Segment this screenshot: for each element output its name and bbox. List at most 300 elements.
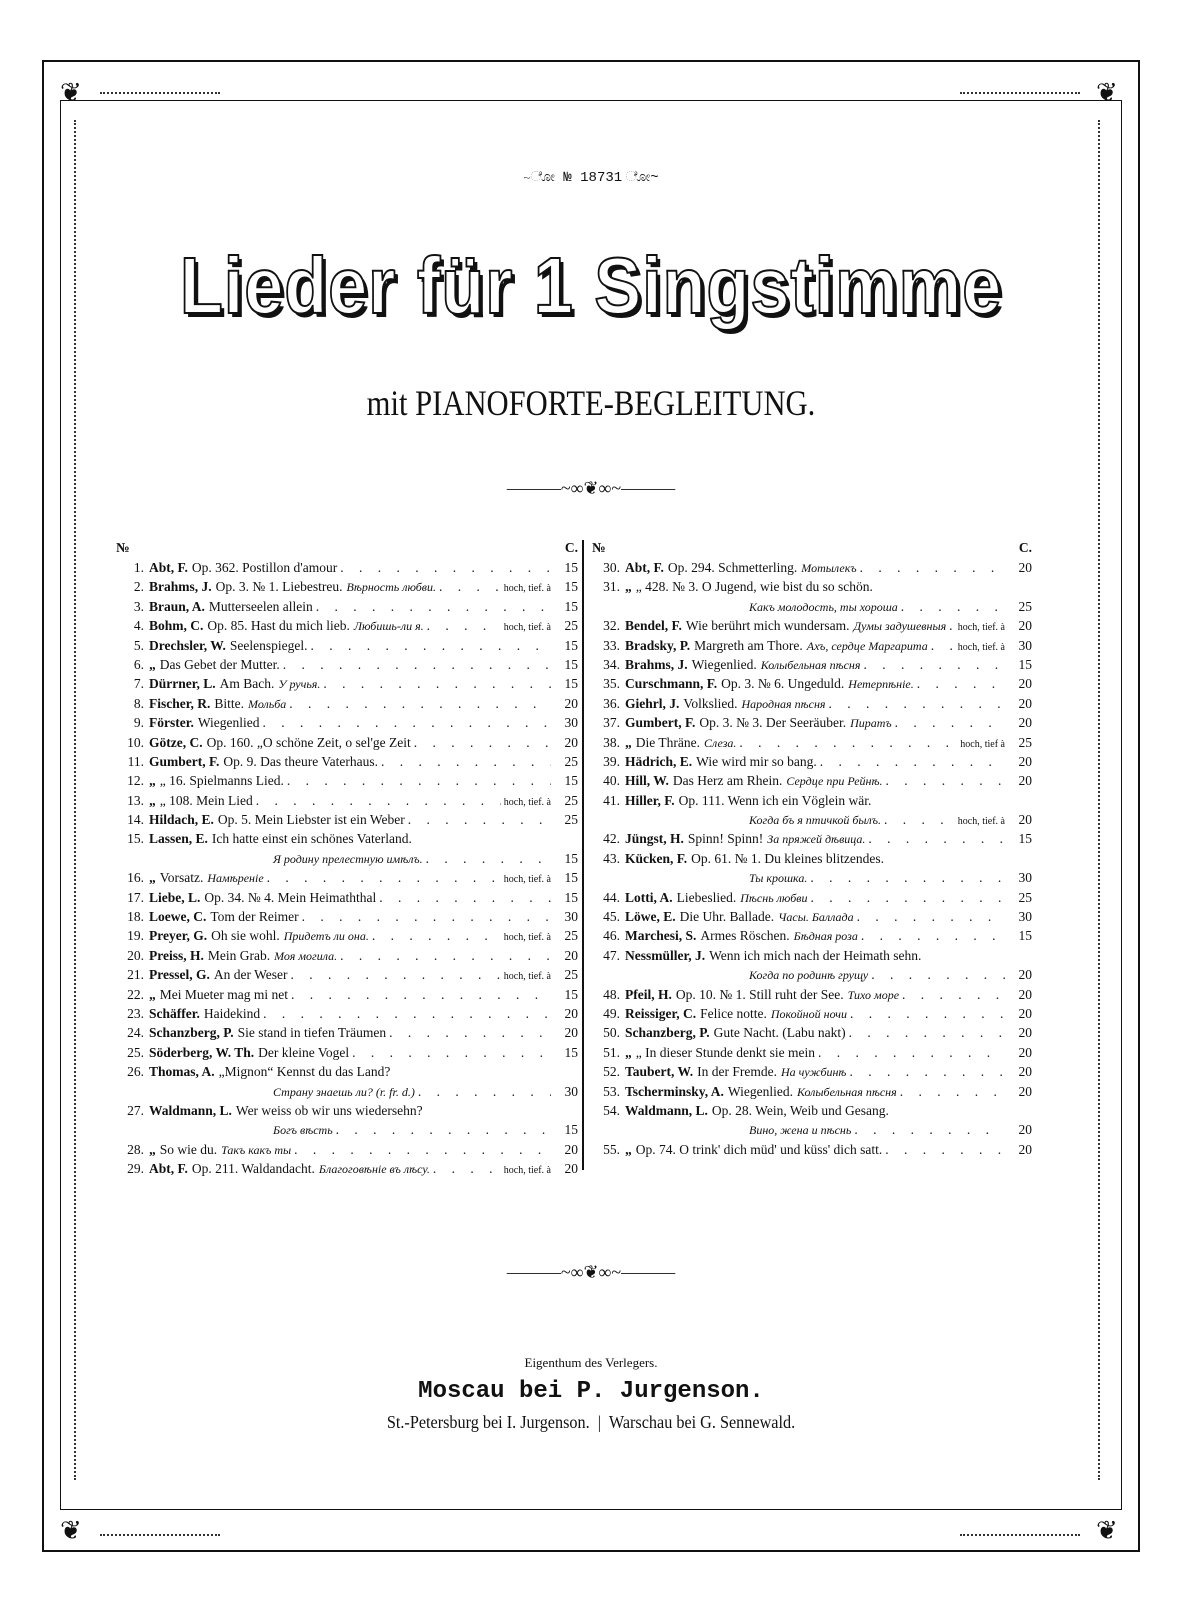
leader-dots	[857, 909, 1005, 925]
item-body	[625, 1084, 897, 1100]
list-item	[592, 987, 1032, 1006]
item-composer: Lotti, A.	[625, 889, 673, 905]
item-composer: Kücken, F.	[625, 850, 688, 866]
item-body	[149, 715, 260, 731]
item-price: 20	[1018, 1025, 1032, 1041]
item-price: 20	[564, 1025, 578, 1041]
list-item	[592, 715, 1032, 734]
list-item	[116, 676, 578, 695]
item-price: 20	[1018, 1122, 1032, 1138]
item-russian-title: Покойной ночи	[770, 1006, 848, 1021]
item-price: 20	[564, 1161, 578, 1177]
item-composer: Abt, F.	[149, 560, 188, 575]
item-title: Op. 362. Postillon d'amour	[191, 560, 338, 575]
item-price: 20	[1018, 812, 1032, 828]
item-number: 8.	[133, 695, 144, 711]
item-composer: „	[149, 1141, 156, 1157]
leader-dots	[810, 870, 1005, 886]
item-russian-title: Нетерпѣніе.	[848, 677, 914, 692]
leader-dots	[902, 987, 1005, 1003]
item-price: 20	[564, 695, 578, 711]
item-price: 15	[1018, 831, 1032, 847]
item-title: Op. 74. O trink' dich müd' und küss' dich satt.	[635, 1141, 883, 1157]
list-item	[116, 831, 578, 850]
item-price: 15	[564, 773, 578, 789]
item-russian-title: Сердце при Рейнѣ.	[786, 774, 883, 789]
item-price: 25	[1018, 734, 1032, 750]
item-number: 36.	[603, 695, 620, 711]
item-russian-title: Тихо море	[847, 987, 900, 1002]
leader-dots	[267, 870, 501, 886]
list-item	[116, 987, 578, 1006]
list-item-continuation	[116, 1122, 578, 1141]
item-price: 15	[564, 579, 578, 595]
item-number: 37.	[603, 715, 620, 731]
item-title: „Mignon“ Kennst du das Land?	[218, 1064, 391, 1080]
list-header	[592, 540, 1032, 560]
item-composer: Dürrner, L.	[149, 676, 216, 692]
item-number: 48.	[603, 986, 620, 1002]
item-title: Oh sie wohl.	[211, 928, 280, 944]
item-body	[625, 812, 881, 828]
number-header: №	[116, 540, 130, 555]
list-header	[116, 540, 578, 560]
item-composer: Bradsky, P.	[625, 637, 691, 653]
item-composer: Hill, W.	[625, 773, 669, 789]
leader-dots	[886, 773, 1005, 789]
item-price: 20	[1018, 1064, 1032, 1080]
item-body	[625, 579, 873, 595]
item-price: 15	[564, 637, 578, 653]
list-item	[116, 696, 578, 715]
item-price: 15	[564, 889, 578, 905]
item-title: Wiegenlied.	[727, 1083, 793, 1099]
item-body	[149, 696, 286, 712]
publisher-branches	[59, 1412, 1123, 1433]
item-title: Bitte.	[214, 695, 244, 711]
voice-note: hoch, tief. à	[957, 622, 1005, 634]
song-list-right	[592, 540, 1032, 1161]
item-body	[625, 909, 854, 925]
list-item	[116, 890, 578, 909]
item-composer: Braun, A.	[149, 598, 205, 614]
leader-dots	[885, 1142, 1005, 1158]
item-russian-title: На чужбинѣ	[781, 1065, 847, 1080]
item-title: Felice notte.	[700, 1005, 767, 1021]
item-body	[625, 890, 807, 906]
item-price: 25	[1018, 598, 1032, 614]
list-item-continuation	[116, 1084, 578, 1103]
leader-dots	[389, 1025, 551, 1041]
list-item	[116, 1064, 578, 1083]
item-price: 20	[1018, 676, 1032, 692]
item-body	[149, 870, 264, 886]
leader-dots	[868, 831, 1005, 847]
item-title: Op. 85. Hast du mich lieb.	[207, 618, 350, 634]
leader-dots	[820, 754, 1005, 770]
leader-dots	[871, 967, 1005, 983]
item-composer: Förster.	[149, 715, 194, 731]
item-body	[625, 560, 857, 576]
leader-dots	[289, 696, 551, 712]
item-title: Der kleine Vogel	[258, 1044, 350, 1060]
item-title: Die Uhr. Ballade.	[679, 909, 775, 925]
item-body	[149, 1025, 386, 1041]
leader-dots	[372, 928, 501, 944]
item-title: So wie du.	[159, 1141, 218, 1157]
item-number: 32.	[603, 618, 620, 634]
item-russian-title: Бѣдная роза	[793, 929, 858, 944]
list-item	[592, 948, 1032, 967]
leader-dots	[381, 754, 551, 770]
item-composer: Löwe, E.	[625, 909, 676, 925]
item-composer: „	[625, 734, 632, 750]
list-item-continuation	[592, 1122, 1032, 1141]
item-number: 1.	[133, 560, 144, 575]
item-price: 25	[564, 928, 578, 944]
leader-dots	[379, 890, 551, 906]
item-composer: Schanzberg, P.	[149, 1025, 234, 1041]
item-composer: Hädrich, E.	[625, 753, 693, 769]
item-body	[625, 928, 858, 944]
item-composer: Abt, F.	[625, 560, 664, 575]
list-item	[592, 1084, 1032, 1103]
leader-dots	[884, 812, 955, 828]
item-russian-title: Когда по родинѣ грущу	[749, 968, 869, 983]
item-number: 38.	[603, 734, 620, 750]
item-number: 29.	[127, 1161, 144, 1177]
item-number: 2.	[133, 579, 144, 595]
item-title: Mutterseelen allein	[208, 598, 313, 614]
item-title: Ich hatte einst ein schönes Vaterland.	[211, 831, 412, 847]
item-russian-title: Придетъ ли она.	[283, 929, 369, 944]
item-body	[625, 773, 883, 789]
leader-dots	[414, 735, 551, 751]
item-russian-title: Такъ какъ ты	[221, 1142, 292, 1157]
item-body	[149, 948, 337, 964]
list-item	[116, 1161, 578, 1180]
item-price: 30	[564, 1083, 578, 1099]
item-russian-title: Колыбельная пѣсня	[796, 1084, 897, 1099]
list-item	[592, 579, 1032, 598]
item-composer: Drechsler, W.	[149, 637, 226, 653]
item-title: Mei Mueter mag mi net	[159, 986, 288, 1002]
item-number: 6.	[133, 656, 144, 672]
flourish-icon: ~ೋ	[523, 170, 555, 186]
item-composer: Götze, C.	[149, 734, 203, 750]
item-body	[625, 657, 860, 673]
list-item	[592, 1103, 1032, 1122]
item-body	[625, 987, 899, 1003]
item-title: Op. 10. № 1. Still ruht der See.	[675, 986, 844, 1002]
item-price: 15	[1018, 656, 1032, 672]
item-russian-title: Мольба	[248, 696, 287, 711]
item-title: Seelenspiegel.	[229, 637, 308, 653]
list-item	[116, 657, 578, 676]
item-price: 15	[564, 598, 578, 614]
item-title: Op. 211. Waldandacht.	[191, 1161, 315, 1177]
item-title: Op. 61. № 1. Du kleines blitzendes.	[691, 850, 885, 866]
item-price: 15	[564, 1044, 578, 1060]
song-list-left	[116, 540, 578, 1181]
item-title: Das Herz am Rhein.	[672, 773, 783, 789]
bottom-left-ornament	[100, 1534, 220, 1542]
list-item	[592, 657, 1032, 676]
list-item	[592, 696, 1032, 715]
item-composer: Schäffer.	[149, 1005, 200, 1021]
publisher-note: Eigenthum des Verlegers.	[524, 1355, 658, 1370]
leader-dots	[426, 851, 551, 867]
leader-dots	[263, 1006, 551, 1022]
item-title: Op. 294. Schmetterling.	[667, 560, 798, 575]
item-russian-title: Мотылекъ	[801, 561, 857, 575]
item-number: 39.	[603, 753, 620, 769]
item-russian-title: Богъ вѣсть	[273, 1123, 333, 1138]
item-russian-title: Пѣснь любви	[740, 890, 808, 905]
list-item	[592, 1045, 1032, 1064]
item-number: 55.	[603, 1141, 620, 1157]
item-russian-title: Вино, жена и пѣснь	[749, 1123, 852, 1138]
item-body	[625, 793, 871, 809]
item-number: 41.	[603, 792, 620, 808]
item-title: Gute Nacht. (Labu nakt)	[713, 1025, 846, 1041]
item-number: 30.	[603, 560, 620, 575]
item-body	[625, 831, 865, 847]
item-number: 40.	[603, 773, 620, 789]
list-item-continuation	[592, 599, 1032, 618]
item-number: 54.	[603, 1102, 620, 1118]
leader-dots	[336, 1122, 551, 1138]
leader-dots	[850, 1006, 1005, 1022]
list-item	[116, 870, 578, 889]
item-composer: Tscherminsky, A.	[625, 1083, 724, 1099]
item-title: Op. 9. Das theure Vaterhaus.	[223, 753, 378, 769]
item-composer: Hiller, F.	[625, 792, 675, 808]
item-title: Wie wird mir so bang.	[696, 753, 817, 769]
list-item	[116, 1025, 578, 1044]
item-title: Op. 3. № 1. Liebestreu.	[215, 579, 343, 595]
leader-dots	[291, 987, 551, 1003]
item-price: 20	[1018, 773, 1032, 789]
leader-dots	[311, 638, 552, 654]
item-composer: Preyer, G.	[149, 928, 208, 944]
leader-dots	[949, 618, 955, 634]
list-item	[592, 831, 1032, 850]
item-number: 25.	[127, 1044, 144, 1060]
list-item	[592, 928, 1032, 947]
item-number: 13.	[127, 792, 144, 808]
item-composer: Gumbert, F.	[625, 715, 696, 731]
list-item	[116, 1103, 578, 1122]
item-title: Op. 5. Mein Liebster ist ein Weber	[217, 812, 405, 828]
item-price: 15	[1018, 928, 1032, 944]
item-number: 20.	[127, 947, 144, 963]
list-item-continuation	[592, 967, 1032, 986]
item-russian-title: У ручья.	[278, 677, 321, 692]
item-russian-title: Пиратъ	[850, 716, 892, 731]
list-item-continuation	[592, 870, 1032, 889]
item-number: 45.	[603, 909, 620, 925]
item-number: 19.	[127, 928, 144, 944]
item-title: „ 108. Mein Lied	[159, 792, 253, 808]
item-composer: Preiss, H.	[149, 947, 204, 963]
item-body	[625, 851, 884, 867]
item-title: Wiegenlied.	[691, 656, 757, 672]
item-number: 21.	[127, 967, 144, 983]
item-composer: „	[625, 1044, 632, 1060]
item-russian-title: Ахъ, сердце Маргарита	[806, 638, 928, 653]
item-title: „ 16. Spielmanns Lied.	[159, 773, 284, 789]
leader-dots	[294, 1142, 551, 1158]
item-price: 15	[564, 1122, 578, 1138]
item-composer: Curschmann, F.	[625, 676, 718, 692]
list-item	[116, 967, 578, 986]
item-number: 46.	[603, 928, 620, 944]
item-body	[625, 1064, 846, 1080]
item-body	[149, 967, 288, 983]
leader-dots	[895, 715, 1005, 731]
item-composer: „	[149, 773, 156, 789]
item-number: 4.	[133, 618, 144, 634]
item-composer: Hildach, E.	[149, 812, 214, 828]
leader-dots	[818, 1045, 1005, 1061]
page-subtitle: mit PIANOFORTE-BEGLEITUNG.	[366, 383, 816, 423]
item-price: 20	[1018, 1044, 1032, 1060]
item-price: 30	[564, 909, 578, 925]
number-header: №	[592, 540, 606, 555]
item-composer: Reissiger, C.	[625, 1005, 697, 1021]
item-composer: „	[149, 656, 156, 672]
item-number: 53.	[603, 1083, 620, 1099]
leader-dots	[427, 618, 501, 634]
item-russian-title: За пряжей дѣвица.	[767, 832, 866, 847]
item-body	[149, 1142, 291, 1158]
item-price: 20	[1018, 618, 1032, 634]
list-item	[592, 1142, 1032, 1161]
item-composer: „	[149, 870, 156, 886]
list-item	[592, 851, 1032, 870]
voice-note: hoch, tief. à	[503, 583, 551, 595]
list-item	[592, 1006, 1032, 1025]
item-price: 30	[1018, 870, 1032, 886]
leader-dots	[323, 676, 551, 692]
plate-number	[0, 170, 1182, 186]
item-price: 25	[564, 792, 578, 808]
top-left-ornament	[100, 92, 220, 100]
list-item	[592, 1025, 1032, 1044]
item-body	[149, 1064, 390, 1080]
flourish-icon: ೋ~	[650, 170, 659, 186]
item-number: 5.	[133, 637, 144, 653]
item-body	[149, 1161, 430, 1177]
item-russian-title: Думы задушевныя	[853, 619, 947, 634]
item-title: Die Thräne.	[635, 734, 700, 750]
leader-dots	[408, 812, 551, 828]
leader-dots	[901, 599, 1005, 615]
item-number: 15.	[127, 831, 144, 847]
item-body	[625, 676, 914, 692]
list-item	[116, 909, 578, 928]
item-title: Margreth am Thore.	[694, 637, 803, 653]
item-composer: Marchesi, S.	[625, 928, 697, 944]
item-body	[625, 967, 868, 983]
item-russian-title: Вѣрность любви.	[346, 580, 437, 595]
item-body	[625, 638, 928, 654]
item-composer: Giehrl, J.	[625, 695, 680, 711]
item-price: 20	[1018, 1083, 1032, 1099]
item-body	[149, 1006, 260, 1022]
list-item	[116, 599, 578, 618]
item-body	[149, 1103, 423, 1119]
item-body	[149, 1084, 415, 1100]
list-item	[116, 735, 578, 754]
item-title: Das Gebet der Mutter.	[159, 656, 280, 672]
list-item	[116, 754, 578, 773]
item-russian-title: Я родину прелестную имѣлъ.	[273, 851, 423, 866]
item-body	[149, 793, 253, 809]
list-item	[592, 676, 1032, 695]
item-composer: Waldmann, L.	[625, 1102, 708, 1118]
plate-number-text: № 18731	[563, 170, 623, 186]
voice-note: hoch, tief. à	[503, 971, 551, 983]
leader-dots	[418, 1084, 551, 1100]
item-number: 11.	[127, 753, 144, 769]
leader-dots	[900, 1084, 1005, 1100]
item-price: 25	[1018, 889, 1032, 905]
item-number: 52.	[603, 1064, 620, 1080]
item-number: 9.	[133, 715, 144, 731]
item-russian-title: Колыбельная пѣсня	[760, 657, 861, 672]
leader-dots	[849, 1064, 1005, 1080]
leader-dots	[340, 948, 551, 964]
list-item	[592, 735, 1032, 754]
price-header: C.	[564, 540, 578, 555]
list-item	[116, 1142, 578, 1161]
item-number: 49.	[603, 1005, 620, 1021]
leader-dots	[263, 715, 551, 731]
item-title: Spinn! Spinn!	[687, 831, 764, 847]
item-title: Wie berührt mich wundersam.	[685, 618, 850, 634]
item-body	[149, 812, 405, 828]
list-item	[116, 560, 578, 579]
item-composer: Fischer, R.	[149, 695, 211, 711]
item-russian-title: Намѣреніе	[207, 871, 264, 886]
item-price: 20	[564, 734, 578, 750]
item-number: 34.	[603, 656, 620, 672]
list-item	[116, 812, 578, 831]
item-body	[625, 1045, 815, 1061]
item-number: 10.	[127, 734, 144, 750]
item-title: Liebeslied.	[676, 889, 737, 905]
item-russian-title: Народная пѣсня	[741, 696, 826, 711]
list-item	[116, 793, 578, 812]
item-title: Wiegenlied	[197, 715, 260, 731]
item-title: Vorsatz.	[159, 870, 204, 886]
item-title: Op. 28. Wein, Weib und Gesang.	[711, 1102, 889, 1118]
item-body	[625, 715, 892, 731]
item-title: Op. 34. № 4. Mein Heimaththal	[204, 889, 377, 905]
corner-flourish-icon: ❦	[60, 78, 82, 107]
item-composer: „	[149, 792, 156, 808]
item-price: 20	[1018, 715, 1032, 731]
leader-dots	[854, 1122, 1005, 1138]
item-body	[625, 948, 921, 964]
item-russian-title: Страну знаешь ли? (r. fr. d.)	[273, 1084, 415, 1099]
item-composer: Jüngst, H.	[625, 831, 684, 847]
item-price: 30	[564, 715, 578, 731]
branch-warschau: Warschau bei G. Sennewald.	[608, 1412, 796, 1432]
item-body	[625, 754, 817, 770]
